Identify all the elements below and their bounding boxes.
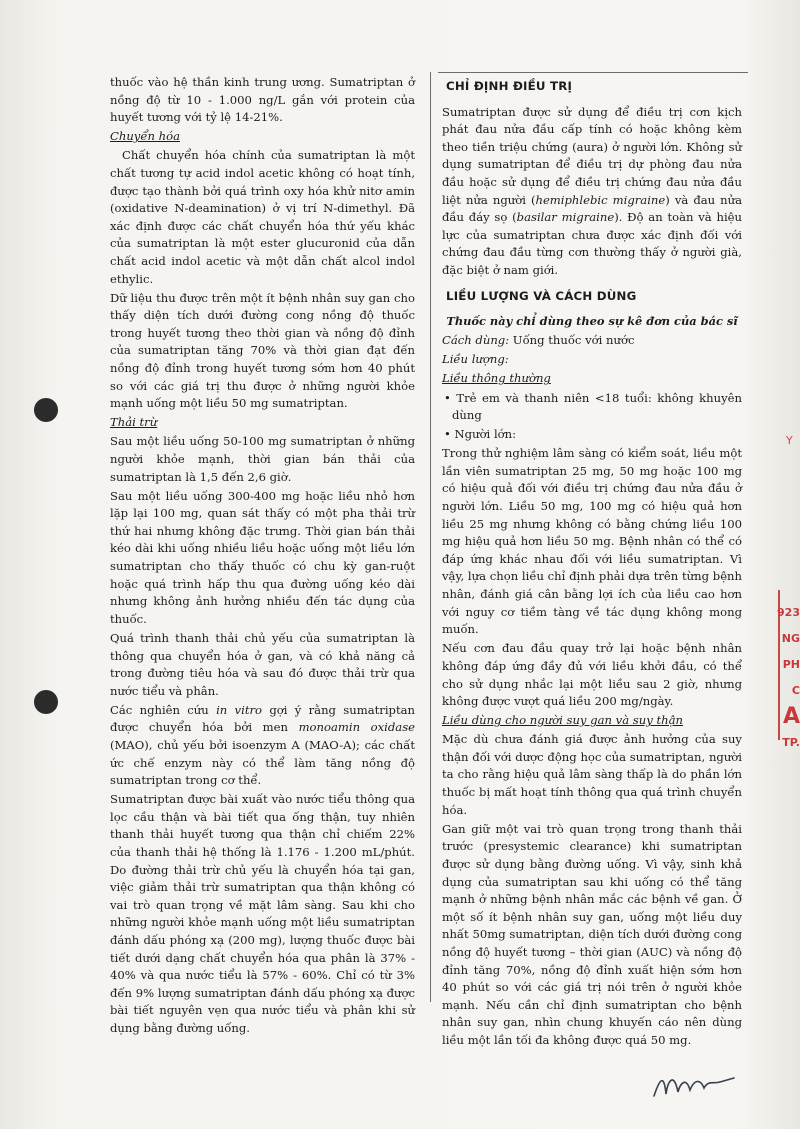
stamp-line: TP. [782,736,800,749]
paragraph-second-phase: Sau một liều uống 300-400 mg hoặc liều nhỏ hơn lặp lại 100 mg, quan sát thấy có một pha thải trừ thứ hai nhưng không đặc trưng. Thời gian bán thải kéo dài khi uống nhiều liều hoặc uống một liều lớn sumatriptan cho thấy thuốc có chu kỳ gan-ruột hoặc quá trình hấp thu qua đường uống kéo dài nhưng không ảnh hưởng nhiều đến tác dụng của thuốc. [110,488,415,626]
stamp-edge-mark: Y [786,434,793,447]
text-run: (MAO), chủ yếu bởi isoenzym A (MAO-A); các chất ức chế enzym này có thể làm tăng nồng độ sumatriptan trong cơ thể. [110,737,415,788]
text-run: Sumatriptan được sử dụng để điều trị cơn kịch phát đau nửa đầu cấp tính có hoặc không kèm theo tiền triệu chứng (aura) ở người lớn. Không sử dụng sumatriptan để điều trị dự phòng đau nửa đầu hoặc sử dụng để điều trị chứng đau nửa đầu liệt nửa người ( [442,104,742,207]
dosage-label: Liều lượng: [442,352,509,367]
subheading-elimination: Thải trừ [110,415,158,430]
subheading-renal-hepatic: Liều dùng cho người suy gan và suy thận [442,713,683,728]
text-run: ). Độ an toàn và hiệu lực của sumatriptan chưa được xác định đối với chứng đau đầu từng cơn thường thấy ở người già, đặc biệt ở nam giới. [442,210,742,277]
bullet-children: • Trẻ em và thanh niên <18 tuổi: không khuyên dùng [442,390,742,425]
stamp-line: NG [781,632,800,645]
punch-hole [34,398,58,422]
usage-line [442,332,742,350]
paragraph-half-life: Sau một liều uống 50-100 mg sumatriptan ở những người khỏe mạnh, thời gian bán thải của sumatriptan là 1,5 đến 2,6 giờ. [110,434,415,484]
usage-value: Uống thuốc với nước [509,333,635,348]
paragraph-in-vitro [110,702,415,790]
paragraph-repeat-dose: Nếu cơn đau đầu quay trở lại hoặc bệnh nhân không đáp ứng đầy đủ với liều khởi đầu, có thể cho sử dụng nhắc lại một liều sau 2 giờ, nhưng không được vượt quá liều 200 mg/ngày. [442,641,742,709]
subheading-usual-dose: Liều thông thường [442,371,551,386]
paragraph-renal: Mặc dù chưa đánh giá được ảnh hưởng của suy thận đối với dược động học của sumatriptan, người ta cho rằng hiệu quả lâm sàng thấp là do phần lớn thuốc bị mất hoạt tính thông qua quá trình chuyển hóa. [442,732,742,817]
section-rule [438,72,748,73]
text-run-italic: basilar migraine [516,210,615,225]
text-run: ) và đau nửa đầu đáy sọ ( [442,192,743,225]
text-run-italic: in vitro [216,702,262,717]
heading-dosage: LIỀU LƯỢNG VÀ CÁCH DÙNG [446,288,637,303]
bullet-adults: • Người lớn: [442,426,742,444]
punch-hole [34,690,58,714]
text-run-italic: monoamin oxidase [298,720,416,735]
heading-indications: CHỈ ĐỊNH ĐIỀU TRỊ [446,79,573,93]
paragraph-distribution: thuốc vào hệ thần kinh trung ương. Sumatriptan ở nồng độ từ 10 - 1.000 ng/L gắn với protein của huyết tương với tỷ lệ 14-21%. [110,75,415,125]
prescription-note: Thuốc này chỉ dùng theo sự kê đơn của bác sĩ [446,314,738,329]
paragraph-excretion: Sumatriptan được bài xuất vào nước tiểu thông qua lọc cầu thận và bài tiết qua ống thận, tuy nhiên thanh thải huyết tương qua thận chỉ chiếm 22% của thanh thải hệ thống là 1.176 - 1.200 mL/phút. Do đường thải trừ chủ yếu là chuyển hóa tại gan, việc giảm thải trừ sumatriptan qua thận không có vai trò quan trọng về mặt lâm sàng. Sau khi cho những người khỏe mạnh uống một liều sumatriptan đánh dấu phóng xạ (200 mg), lượng thuốc được bài tiết dưới dạng chất chuyển hóa qua phân là 37% - 40% và qua nước tiểu là 57% - 60%. Chỉ có từ 3% đến 9% lượng sumatriptan đánh dấu phóng xạ được bài tiết nguyên vẹn qua nước tiểu và phân khi sử dụng bằng đường uống. [110,792,415,1035]
subheading-metabolism: Chuyển hóa [110,129,180,144]
paragraph-hepatic-data: Dữ liệu thu được trên một ít bệnh nhân suy gan cho thấy diện tích dưới đường cong nồng độ thuốc trong huyết tương theo thời gian và nồng độ đỉnh của sumatriptan tăng 70% và thời gian đạt đến nồng độ đỉnh trong huyết tương sớm hơn 40 phút so với các giá trị thu được ở những người khỏe mạnh uống một liều 50 mg sumatriptan. [110,290,415,411]
handwritten-signature [650,1066,740,1106]
usage-label: Cách dùng: [442,333,510,348]
column-divider [430,72,431,1002]
red-stamp [764,600,800,749]
text-run: Các nghiên cứu [110,702,217,717]
stamp-line: C [791,684,800,697]
stamp-line: A [782,704,800,729]
paragraph-metabolism: Chất chuyển hóa chính của sumatriptan là một chất tương tự acid indol acetic không có hoạt tính, được tạo thành bởi quá trình oxy hóa khử nitơ amin (oxidative N-deamination) ở vị trí N-dimethyl. Đã xác định được các chất chuyển hóa thứ yếu khác của sumatriptan là một ester glucuronid của dẫn chất acid indol acetic và một dẫn chất alcol indol ethylic. [110,148,415,286]
stamp-line: PH [782,658,800,671]
text-run-italic: hemiphlebic migraine [535,192,666,207]
right-column [442,74,742,1051]
left-column [110,74,415,1039]
text-run: gợi ý rằng sumatriptan được chuyển hóa bởi men [110,702,415,735]
paragraph-indications [442,104,742,280]
paragraph-hepatic: Gan giữ một vai trò quan trọng trong thanh thải trước (presystemic clearance) khi sumatriptan được sử dụng bằng đường uống. Vì vậy, sinh khả dụng của sumatriptan sau khi uống có thể tăng mạnh ở những bệnh nhân mắc các bệnh về gan. Ở một số ít bệnh nhân suy gan, uống một liều duy nhất 50mg sumatriptan, diện tích dưới đường cong nồng độ huyết tương – thời gian (AUC) và nồng độ đỉnh tăng 70%, nồng độ đỉnh xuất hiện sớm hơn 40 phút so với các giá trị nói trên ở người khỏe mạnh. Nếu cần chỉ định sumatriptan cho bệnh nhân suy gan, nhìn chung khuyến cáo nên dùng liều một lần tối đa không được quá 50 mg. [442,821,742,1047]
stamp-line: 923 [777,606,800,619]
paragraph-clinical-trials: Trong thử nghiệm lâm sàng có kiểm soát, liều một lần viên sumatriptan 25 mg, 50 mg hoặc 100 mg có hiệu quả đối với điều trị chứng đau nửa đầu ở người lớn. Liều 50 mg, 100 mg có hiệu quả hơn liều 25 mg nhưng không có bằng chứng liều 100 mg hiệu quả hơn liều 50 mg. Bệnh nhân có thể có đáp ứng khác nhau đối với liều sumatriptan. Vì vậy, lựa chọn liều chỉ định phải dựa trên từng bệnh nhân, đánh giá cân bằng lợi ích của liều cao hơn với nguy cơ tiềm tàng về tác dụng không mong muốn. [442,446,742,637]
paragraph-clearance: Quá trình thanh thải chủ yếu của sumatriptan là thông qua chuyển hóa ở gan, và có khả năng cả trong đường tiêu hóa và sau đó được thải trừ qua nước tiểu và phân. [110,630,415,698]
